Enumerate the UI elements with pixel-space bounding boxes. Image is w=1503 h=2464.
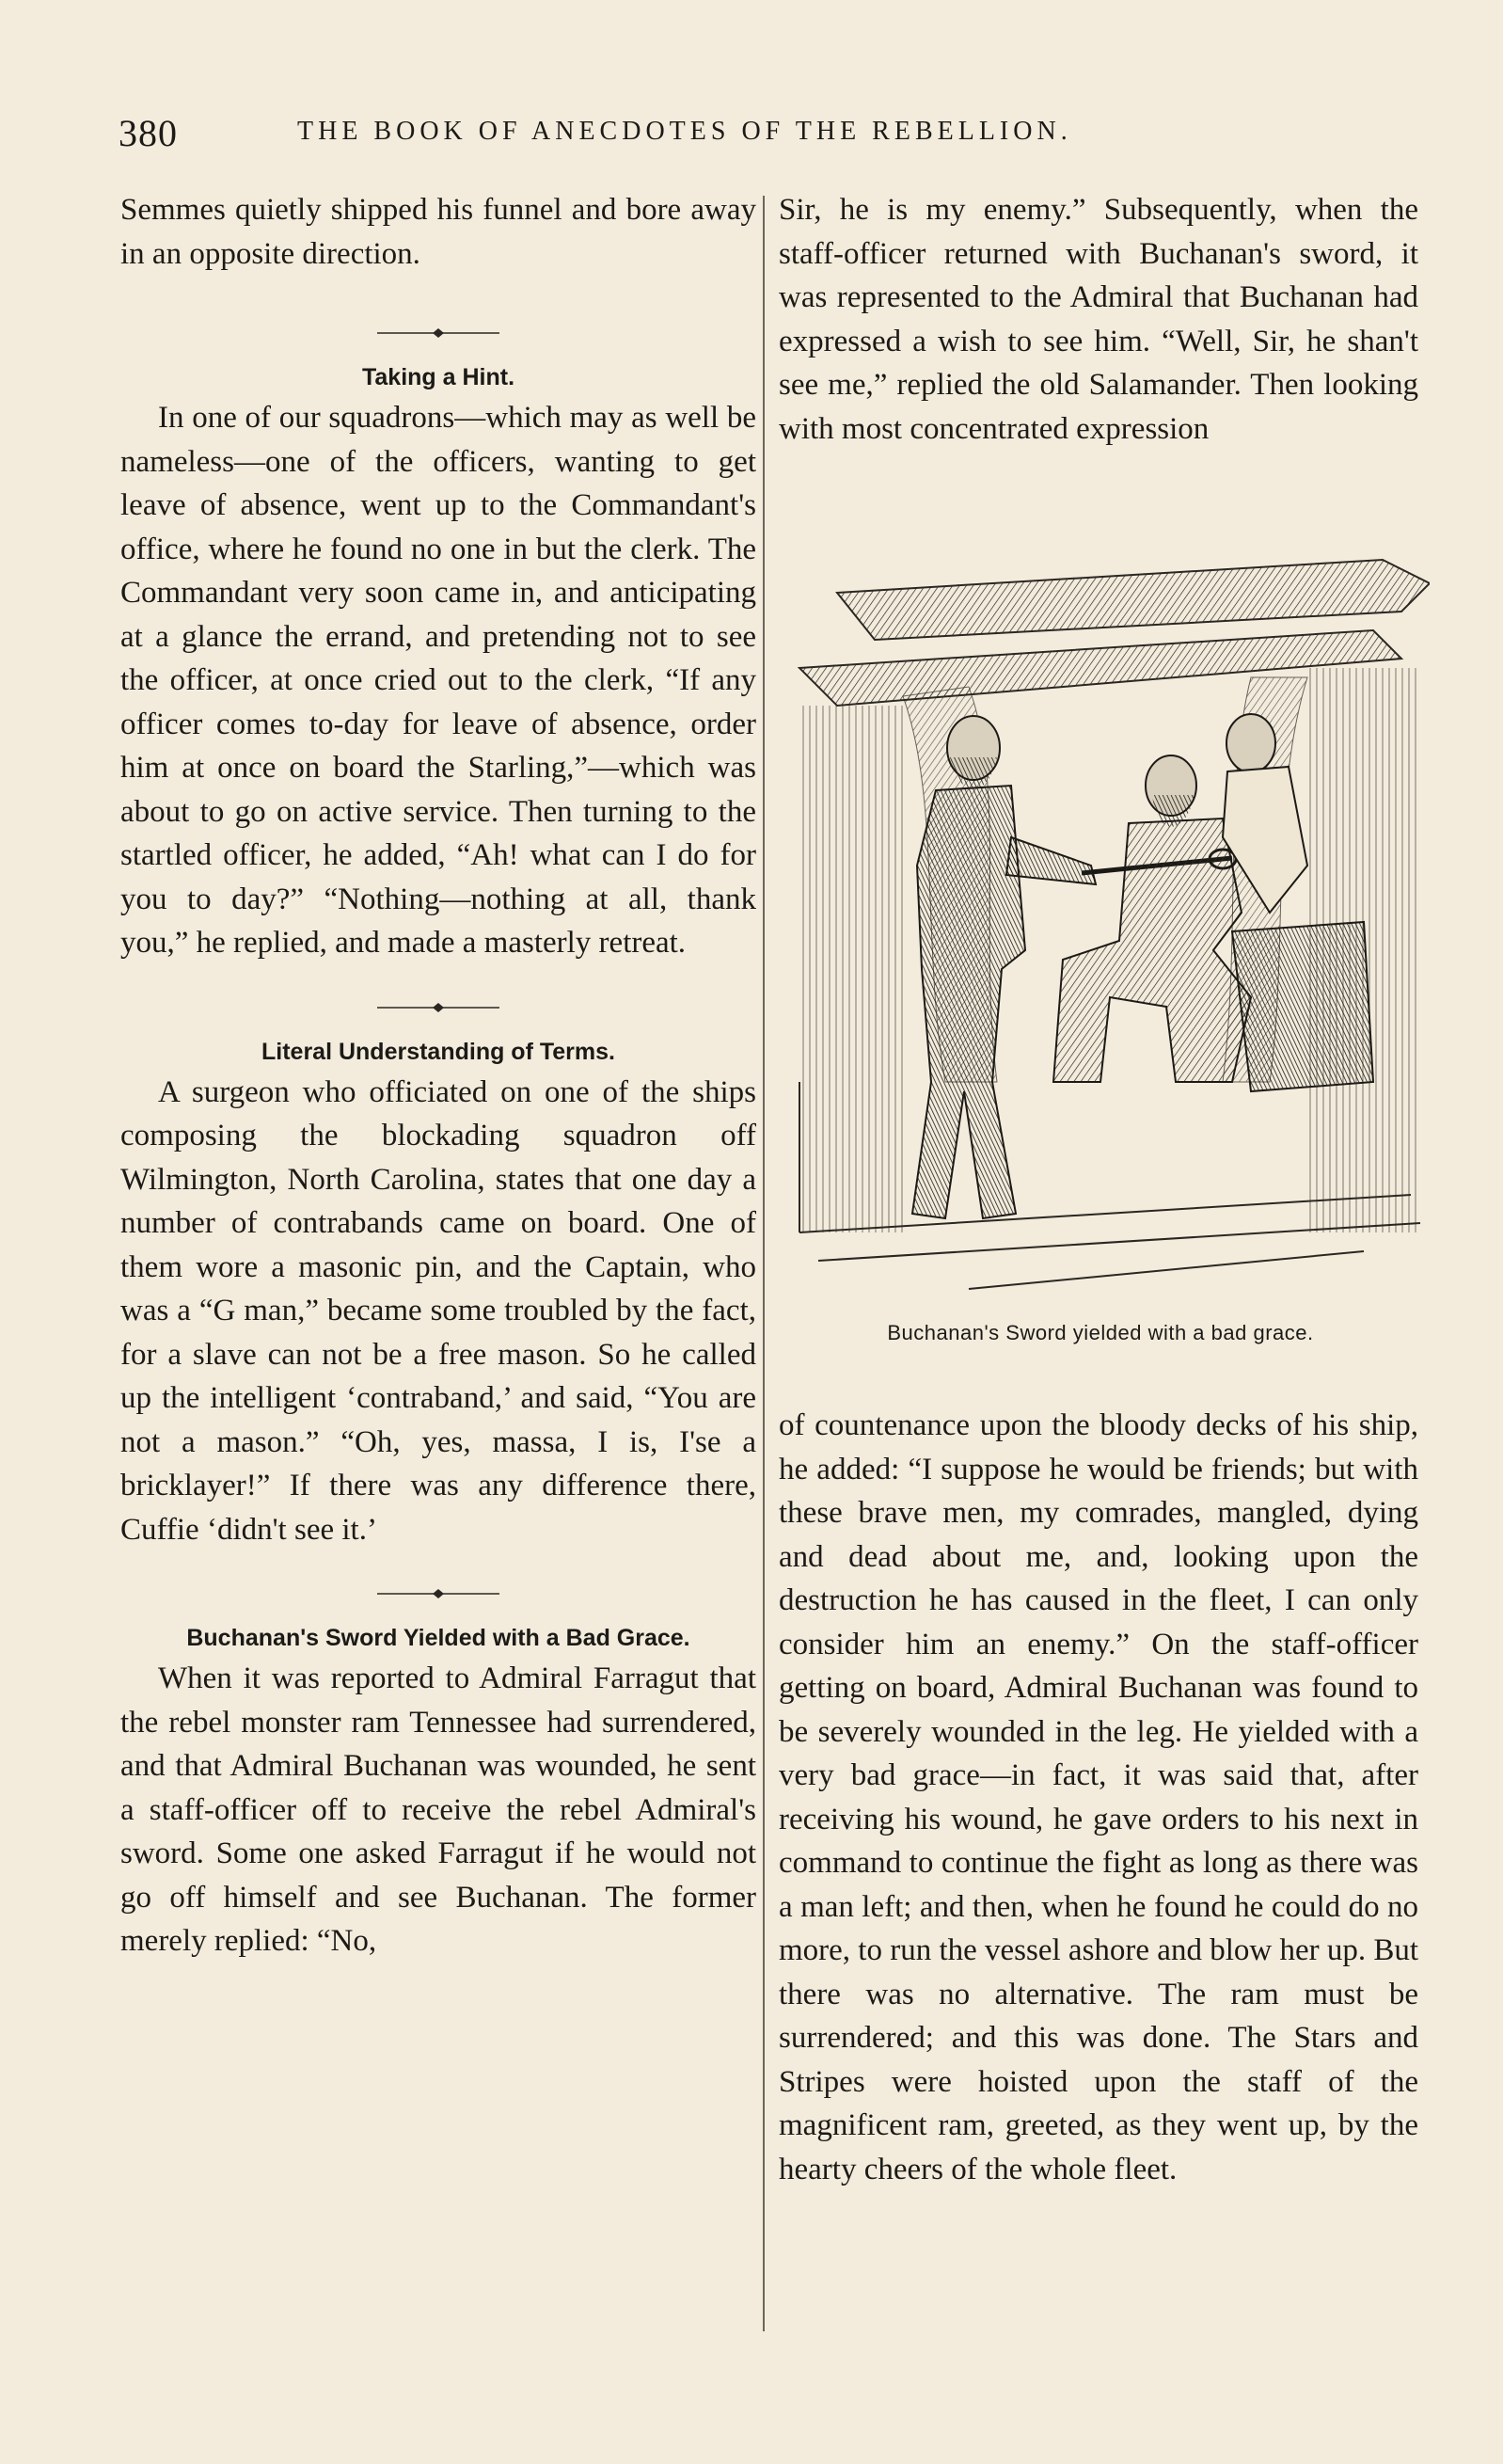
- right-column-top: [779, 188, 1418, 451]
- column-divider: [763, 196, 765, 2331]
- section-body-buchanans-sword: When it was reported to Admiral Farragut that the rebel monster ram Tennessee had surrendered, and that Admiral Buchanan was wounded, he sent a staff-officer off to receive the rebel Admiral's sword. Some one asked Farragut if he would not go off himself and see Buchanan. The former merely replied: “No,: [120, 1661, 756, 1958]
- right-bottom-paragraph: of countenance upon the bloody decks of his ship, he added: “I suppose he would be friends; but with these brave men, my comrades, mangled, dying and dead about me, and, looking upon the destruction he has caused in the fleet, I can only consider him an enemy.” On the staff-officer getting on board, Admiral Buchanan was found to be severely wounded in the leg. He yielded with a very bad grace—in fact, it was said that, after receiving his wound, he gave orders to his next in command to continue the fight as long as there was a man left; and then, when he found he could do no more, to run the vessel ashore and blow her up. But there was no alternative. The ram must be surrendered; and this was done. The Stars and Stripes were hoisted upon the staff of the magnificent ram, greeted, as they went up, by the hearty cheers of the whole fleet.: [779, 1408, 1419, 2186]
- left-column: [120, 188, 756, 1963]
- page-header: [119, 111, 1435, 158]
- right-top-paragraph: Sir, he is my enemy.” Subsequently, when the staff-officer returned with Buchanan's sword, it was represented to the Admiral that Buchanan had expressed a wish to see him. “Well, Sir, he shan't see me,” replied the old Salamander. Then looking with most concentrated expression: [779, 193, 1418, 446]
- section-body-taking-a-hint: In one of our squadrons—which may as well be nameless—one of the officers, wanting to get leave of absence, went up to the Commandant's office, where he found no one in but the clerk. The Commandant very soon came in, and anticipating at a glance the errand, and pretending not to see the officer, at once cried out to the clerk, “If any officer comes to-day for leave of absence, order him at once on board the Starling,”—which was about to go on active service. Then turning to the startled officer, he added, “Ah! what can I do for you to day?” “Nothing—nothing at all, thank you,” he replied, and made a masterly retreat.: [120, 401, 756, 960]
- section-title-literal-understanding: Literal Understanding of Terms.: [261, 1038, 615, 1065]
- running-title: THE BOOK OF ANECDOTES OF THE REBELLION.: [297, 117, 1072, 146]
- page-number: 380: [119, 112, 178, 154]
- section-ornament-2: [335, 1001, 542, 1014]
- ship-cabin-engraving: [781, 555, 1430, 1308]
- engraving-illustration: [781, 555, 1430, 1308]
- illustration-caption: Buchanan's Sword yielded with a bad grace.: [887, 1321, 1314, 1344]
- right-column-bottom: [779, 1404, 1418, 2191]
- section-title-buchanans-sword: Buchanan's Sword Yielded with a Bad Grace.: [186, 1625, 690, 1651]
- section-title-taking-a-hint: Taking a Hint.: [361, 364, 515, 390]
- section-ornament-1: [335, 326, 542, 340]
- section-ornament-3: [335, 1587, 542, 1600]
- opening-paragraph: Semmes quietly shipped his funnel and bore away in an opposite direction.: [120, 193, 756, 271]
- section-body-literal-understanding: A surgeon who officiated on one of the ships composing the blockading squadron off Wilmington, North Carolina, states that one day a number of contrabands came on board. One of them wore a masonic pin, and the Captain, who was a “G man,” became some troubled by the fact, for a slave can not be a free mason. So he called up the intelligent ‘contraband,’ and said, “You are not a mason.” “Oh, yes, massa, I is, I'se a bricklayer!” If there was any difference there, Cuffie ‘didn't see it.’: [120, 1074, 756, 1547]
